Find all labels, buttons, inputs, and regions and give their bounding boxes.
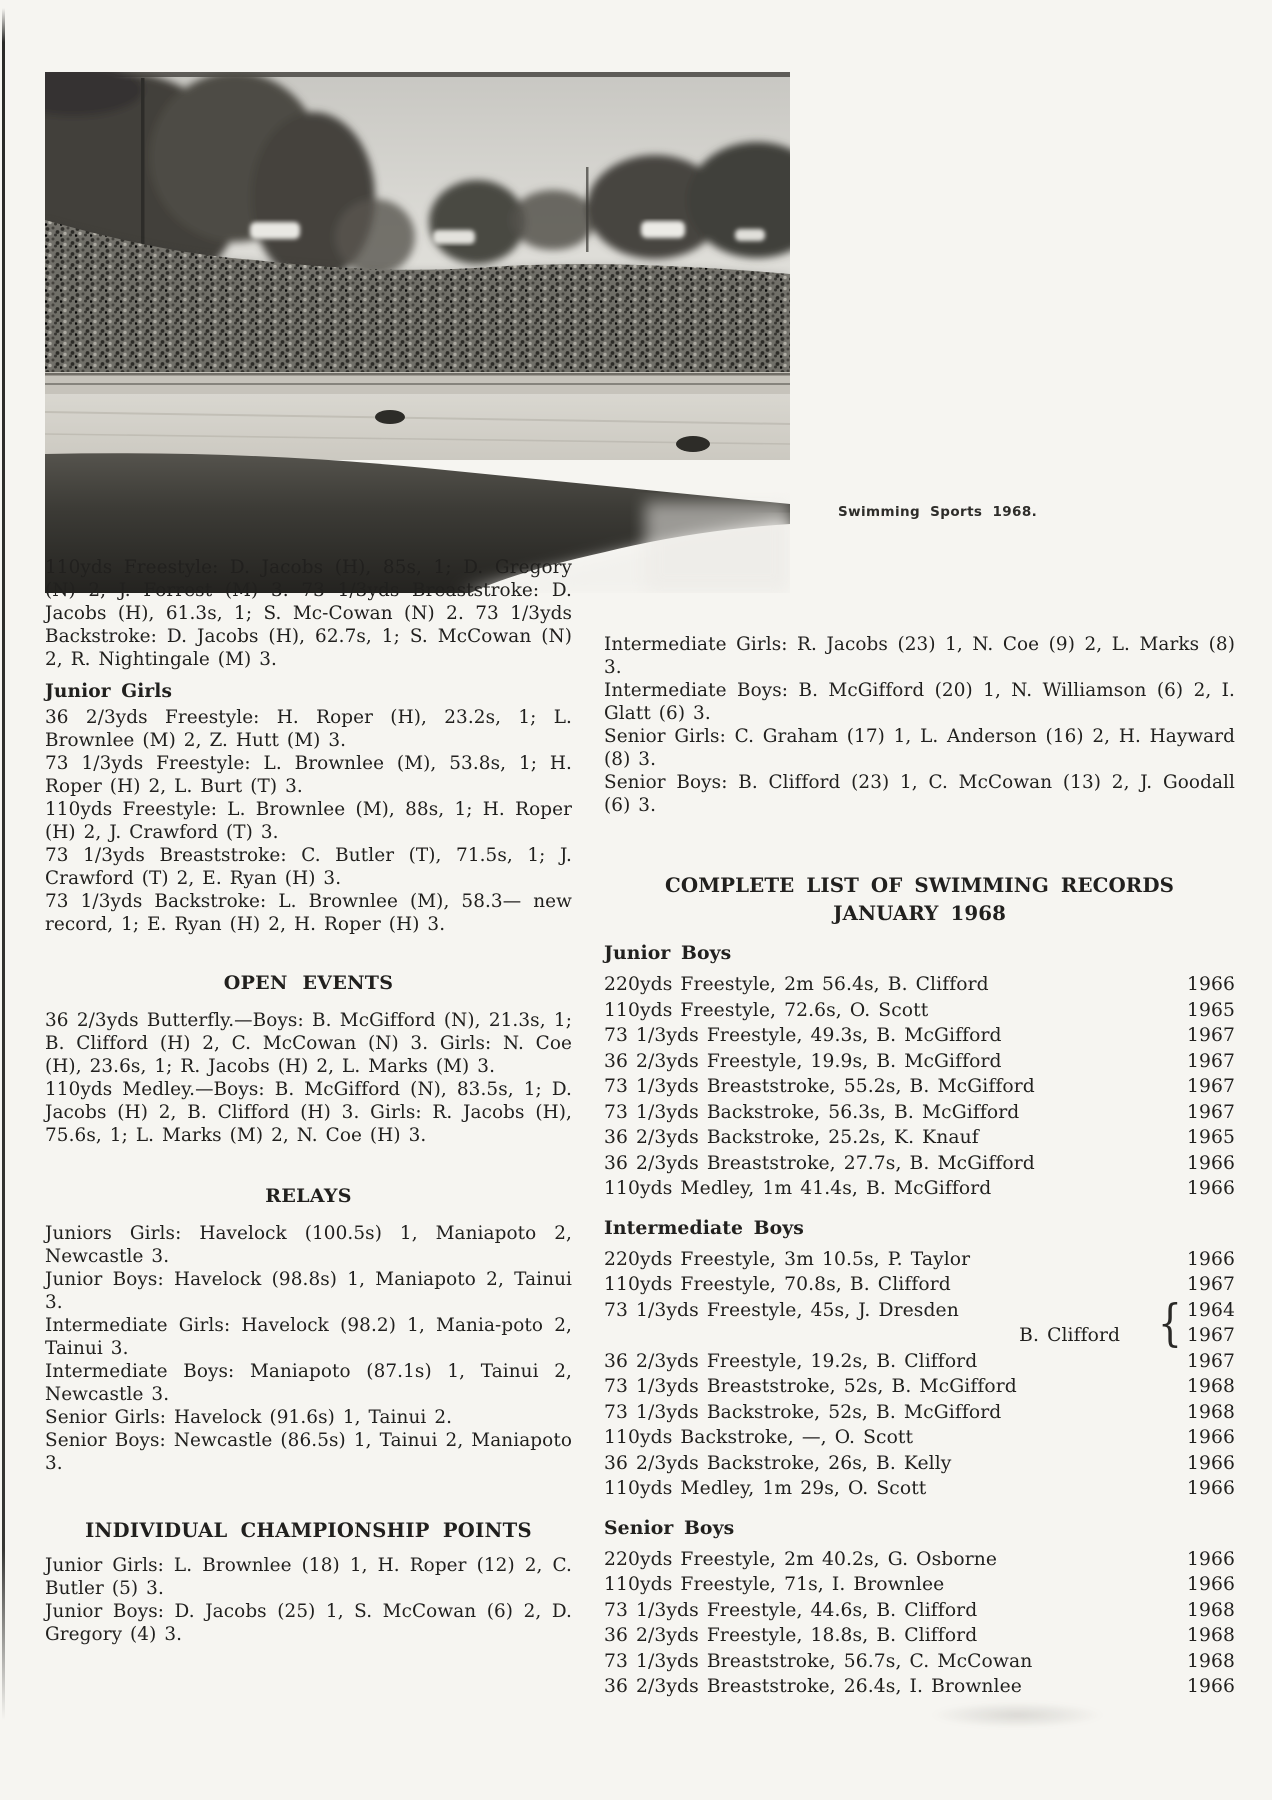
open-events-result: 36 2/3yds Butterfly.—Boys: B. McGifford (N), 21.3s, 1; B. Clifford (H) 2, C. McCowan (N) 3. Girls: N. Coe (H), 23.6s, 1; R. Jacobs (H) 2, L. Marks (M) 3. <box>45 1010 572 1077</box>
relay-result: Senior Girls: Havelock (91.6s) 1, Tainui 2. <box>45 1407 453 1428</box>
record-year: 1967 <box>1187 1050 1235 1072</box>
record-year: 1968 <box>1187 1401 1235 1423</box>
photo-illustration <box>45 72 790 593</box>
record-event: 73 1/3yds Freestyle, 49.3s, B. McGifford <box>604 1025 1002 1046</box>
record-years <box>1187 1298 1235 1348</box>
junior-girls-result: 73 1/3yds Freestyle: L. Brownlee (M), 53.8s, 1; H. Roper (H) 2, L. Burt (T) 3. <box>45 753 572 797</box>
record-row <box>604 1674 1235 1700</box>
record-row <box>604 1023 1235 1049</box>
record-row <box>604 1400 1235 1426</box>
record-row <box>604 1623 1235 1649</box>
junior-girls-result: 110yds Freestyle: L. Brownlee (M), 88s, 1; H. Roper (H) 2, J. Crawford (T) 3. <box>45 799 572 843</box>
junior-girls-result: 73 1/3yds Breaststroke: C. Butler (T), 71.5s, 1; J. Crawford (T) 2, E. Ryan (H) 3. <box>45 845 572 889</box>
record-year: 1966 <box>1187 1574 1235 1595</box>
record-event: 36 2/3yds Breaststroke, 27.7s, B. McGifford <box>604 1152 1035 1174</box>
championship-result: Junior Girls: L. Brownlee (18) 1, H. Roper (12) 2, C. Butler (5) 3. <box>45 1555 572 1599</box>
record-event: 36 2/3yds Backstroke, 25.2s, K. Knauf <box>604 1127 979 1148</box>
record-row <box>604 1074 1235 1100</box>
record-row <box>604 1598 1235 1624</box>
record-row <box>604 1451 1235 1477</box>
record-row <box>604 1649 1235 1675</box>
record-row <box>604 1349 1235 1375</box>
records-title-line2: JANUARY 1968 <box>833 901 1006 925</box>
championship-result: Senior Boys: B. Clifford (23) 1, C. McCowan (13) 2, J. Goodall (6) 3. <box>604 772 1235 816</box>
record-event-holder-2: B. Clifford <box>1019 1325 1121 1346</box>
records-junior-boys-heading: Junior Boys <box>604 942 732 964</box>
record-year: 1967 <box>1187 1350 1235 1372</box>
junior-girls-result: 36 2/3yds Freestyle: H. Roper (H), 23.2s, 1; L. Brownlee (M) 2, Z. Hutt (M) 3. <box>45 707 572 751</box>
record-row <box>604 998 1235 1024</box>
record-row <box>604 1476 1235 1502</box>
results-intro-paragraph: 110yds Freestyle: D. Jacobs (H), 85s, 1; D. Gregory (N) 2, J. Forrest (M) 3. 73 1/3yds Breaststroke: D. Jacobs (H), 61.3s, 1; S. Mc-Cowan (N) 2. 73 1/3yds Backstroke: D. Jacobs (H), 62.7s, 1; S. McCowan (N) 2, R. Nightingale (M) 3. <box>45 557 572 670</box>
record-row <box>604 1176 1235 1202</box>
record-year: 1966 <box>1187 1248 1235 1270</box>
record-row <box>604 1425 1235 1451</box>
record-year: 1968 <box>1187 1376 1235 1397</box>
brace-icon: { <box>1158 1294 1183 1352</box>
record-row <box>604 1547 1235 1573</box>
record-event: 36 2/3yds Freestyle, 19.2s, B. Clifford <box>604 1350 978 1372</box>
record-year: 1967 <box>1187 1325 1235 1346</box>
record-event: 110yds Backstroke, —, O. Scott <box>604 1427 914 1448</box>
record-year: 1966 <box>1187 974 1235 995</box>
record-year: 1967 <box>1187 1274 1235 1295</box>
swimming-sports-photo <box>45 72 790 593</box>
record-year: 1967 <box>1187 1076 1235 1097</box>
record-year: 1967 <box>1187 1025 1235 1046</box>
record-row <box>604 1247 1235 1273</box>
relay-result: Senior Boys: Newcastle (86.5s) 1, Tainui 2, Maniapoto 3. <box>45 1430 572 1474</box>
record-row <box>604 1572 1235 1598</box>
record-year: 1966 <box>1187 1676 1235 1697</box>
record-year: 1968 <box>1187 1625 1235 1646</box>
record-event: 36 2/3yds Breaststroke, 26.4s, I. Brownlee <box>604 1676 1022 1697</box>
record-year: 1966 <box>1187 1478 1235 1499</box>
championship-result: Intermediate Boys: B. McGifford (20) 1, N. Williamson (6) 2, I. Glatt (6) 3. <box>604 680 1235 724</box>
record-year: 1966 <box>1187 1427 1235 1448</box>
photo-caption: Swimming Sports 1968. <box>838 504 1038 520</box>
relay-result: Juniors Girls: Havelock (100.5s) 1, Maniapoto 2, Newcastle 3. <box>45 1223 572 1267</box>
record-year: 1967 <box>1187 1101 1235 1123</box>
left-column <box>45 556 572 1646</box>
relay-result: Intermediate Girls: Havelock (98.2) 1, Mania-poto 2, Tainui 3. <box>45 1315 572 1359</box>
record-event: 220yds Freestyle, 3m 10.5s, P. Taylor <box>604 1248 971 1270</box>
right-column <box>604 633 1235 1700</box>
record-year: 1965 <box>1187 999 1235 1021</box>
record-event: 220yds Freestyle, 2m 40.2s, G. Osborne <box>604 1548 998 1570</box>
record-year: 1968 <box>1187 1650 1235 1672</box>
record-year: 1966 <box>1187 1152 1235 1174</box>
junior-girls-heading: Junior Girls <box>45 681 173 702</box>
records-senior-boys-heading: Senior Boys <box>604 1516 735 1539</box>
record-year: 1966 <box>1187 1178 1235 1199</box>
record-year: 1966 <box>1187 1548 1235 1570</box>
record-year: 1968 <box>1187 1599 1235 1621</box>
records-title <box>604 871 1235 927</box>
championship-result: Intermediate Girls: R. Jacobs (23) 1, N. Coe (9) 2, L. Marks (8) 3. <box>604 634 1235 678</box>
scan-edge-line <box>2 8 5 1720</box>
record-row <box>604 1049 1235 1075</box>
open-events-heading: OPEN EVENTS <box>223 972 394 994</box>
record-event: 36 2/3yds Backstroke, 26s, B. Kelly <box>604 1452 952 1474</box>
record-event-holder-1: 73 1/3yds Freestyle, 45s, J. Dresden <box>604 1299 959 1321</box>
record-row <box>604 1125 1235 1151</box>
record-event: 73 1/3yds Breaststroke, 55.2s, B. McGifford <box>604 1076 1035 1097</box>
records-intermediate-boys-heading: Intermediate Boys <box>604 1216 804 1239</box>
championship-result: Senior Girls: C. Graham (17) 1, L. Anderson (16) 2, H. Hayward (8) 3. <box>604 726 1235 770</box>
record-row <box>604 1374 1235 1400</box>
open-events-result: 110yds Medley.—Boys: B. McGifford (N), 83.5s, 1; D. Jacobs (H) 2, B. Clifford (H) 3. Girls: R. Jacobs (H), 75.6s, 1; L. Marks (M) 2, N. Coe (H) 3. <box>45 1079 572 1146</box>
record-event: 110yds Freestyle, 70.8s, B. Clifford <box>604 1274 951 1295</box>
record-event: 36 2/3yds Freestyle, 19.9s, B. McGifford <box>604 1050 1002 1072</box>
record-row-shared <box>604 1294 1235 1352</box>
record-row <box>604 1151 1235 1177</box>
relay-result: Intermediate Boys: Maniapoto (87.1s) 1, Tainui 2, Newcastle 3. <box>45 1361 572 1405</box>
record-event: 73 1/3yds Backstroke, 52s, B. McGifford <box>604 1401 1002 1423</box>
record-row <box>604 1100 1235 1126</box>
record-event: 110yds Freestyle, 71s, I. Brownlee <box>604 1574 945 1595</box>
championship-points-heading: INDIVIDUAL CHAMPIONSHIP POINTS <box>85 1519 532 1542</box>
record-years-group <box>1154 1294 1235 1352</box>
relays-heading: RELAYS <box>265 1185 352 1207</box>
record-year: 1965 <box>1187 1127 1235 1148</box>
record-event <box>604 1298 1154 1349</box>
record-event: 73 1/3yds Breaststroke, 56.7s, C. McCowan <box>604 1650 1033 1672</box>
record-event: 110yds Medley, 1m 41.4s, B. McGifford <box>604 1178 992 1199</box>
record-year: 1964 <box>1187 1300 1235 1321</box>
record-year: 1966 <box>1187 1452 1235 1474</box>
record-row <box>604 1272 1235 1298</box>
relay-result: Junior Boys: Havelock (98.8s) 1, Maniapoto 2, Tainui 3. <box>45 1269 572 1313</box>
record-event: 73 1/3yds Backstroke, 56.3s, B. McGifford <box>604 1101 1020 1123</box>
junior-girls-result: 73 1/3yds Backstroke: L. Brownlee (M), 58.3— new record, 1; E. Ryan (H) 2, H. Roper (H) 3. <box>45 891 572 935</box>
record-event: 110yds Freestyle, 72.6s, O. Scott <box>604 999 929 1021</box>
record-event: 110yds Medley, 1m 29s, O. Scott <box>604 1478 927 1499</box>
record-event: 73 1/3yds Freestyle, 44.6s, B. Clifford <box>604 1599 978 1621</box>
championship-result: Junior Boys: D. Jacobs (25) 1, S. McCowan (6) 2, D. Gregory (4) 3. <box>45 1601 572 1645</box>
records-title-line1: COMPLETE LIST OF SWIMMING RECORDS <box>665 873 1174 897</box>
scan-smudge <box>930 1702 1105 1728</box>
record-event: 36 2/3yds Freestyle, 18.8s, B. Clifford <box>604 1625 978 1646</box>
record-event: 73 1/3yds Breaststroke, 52s, B. McGifford <box>604 1376 1017 1397</box>
record-row <box>604 972 1235 998</box>
record-event: 220yds Freestyle, 2m 56.4s, B. Clifford <box>604 974 989 995</box>
